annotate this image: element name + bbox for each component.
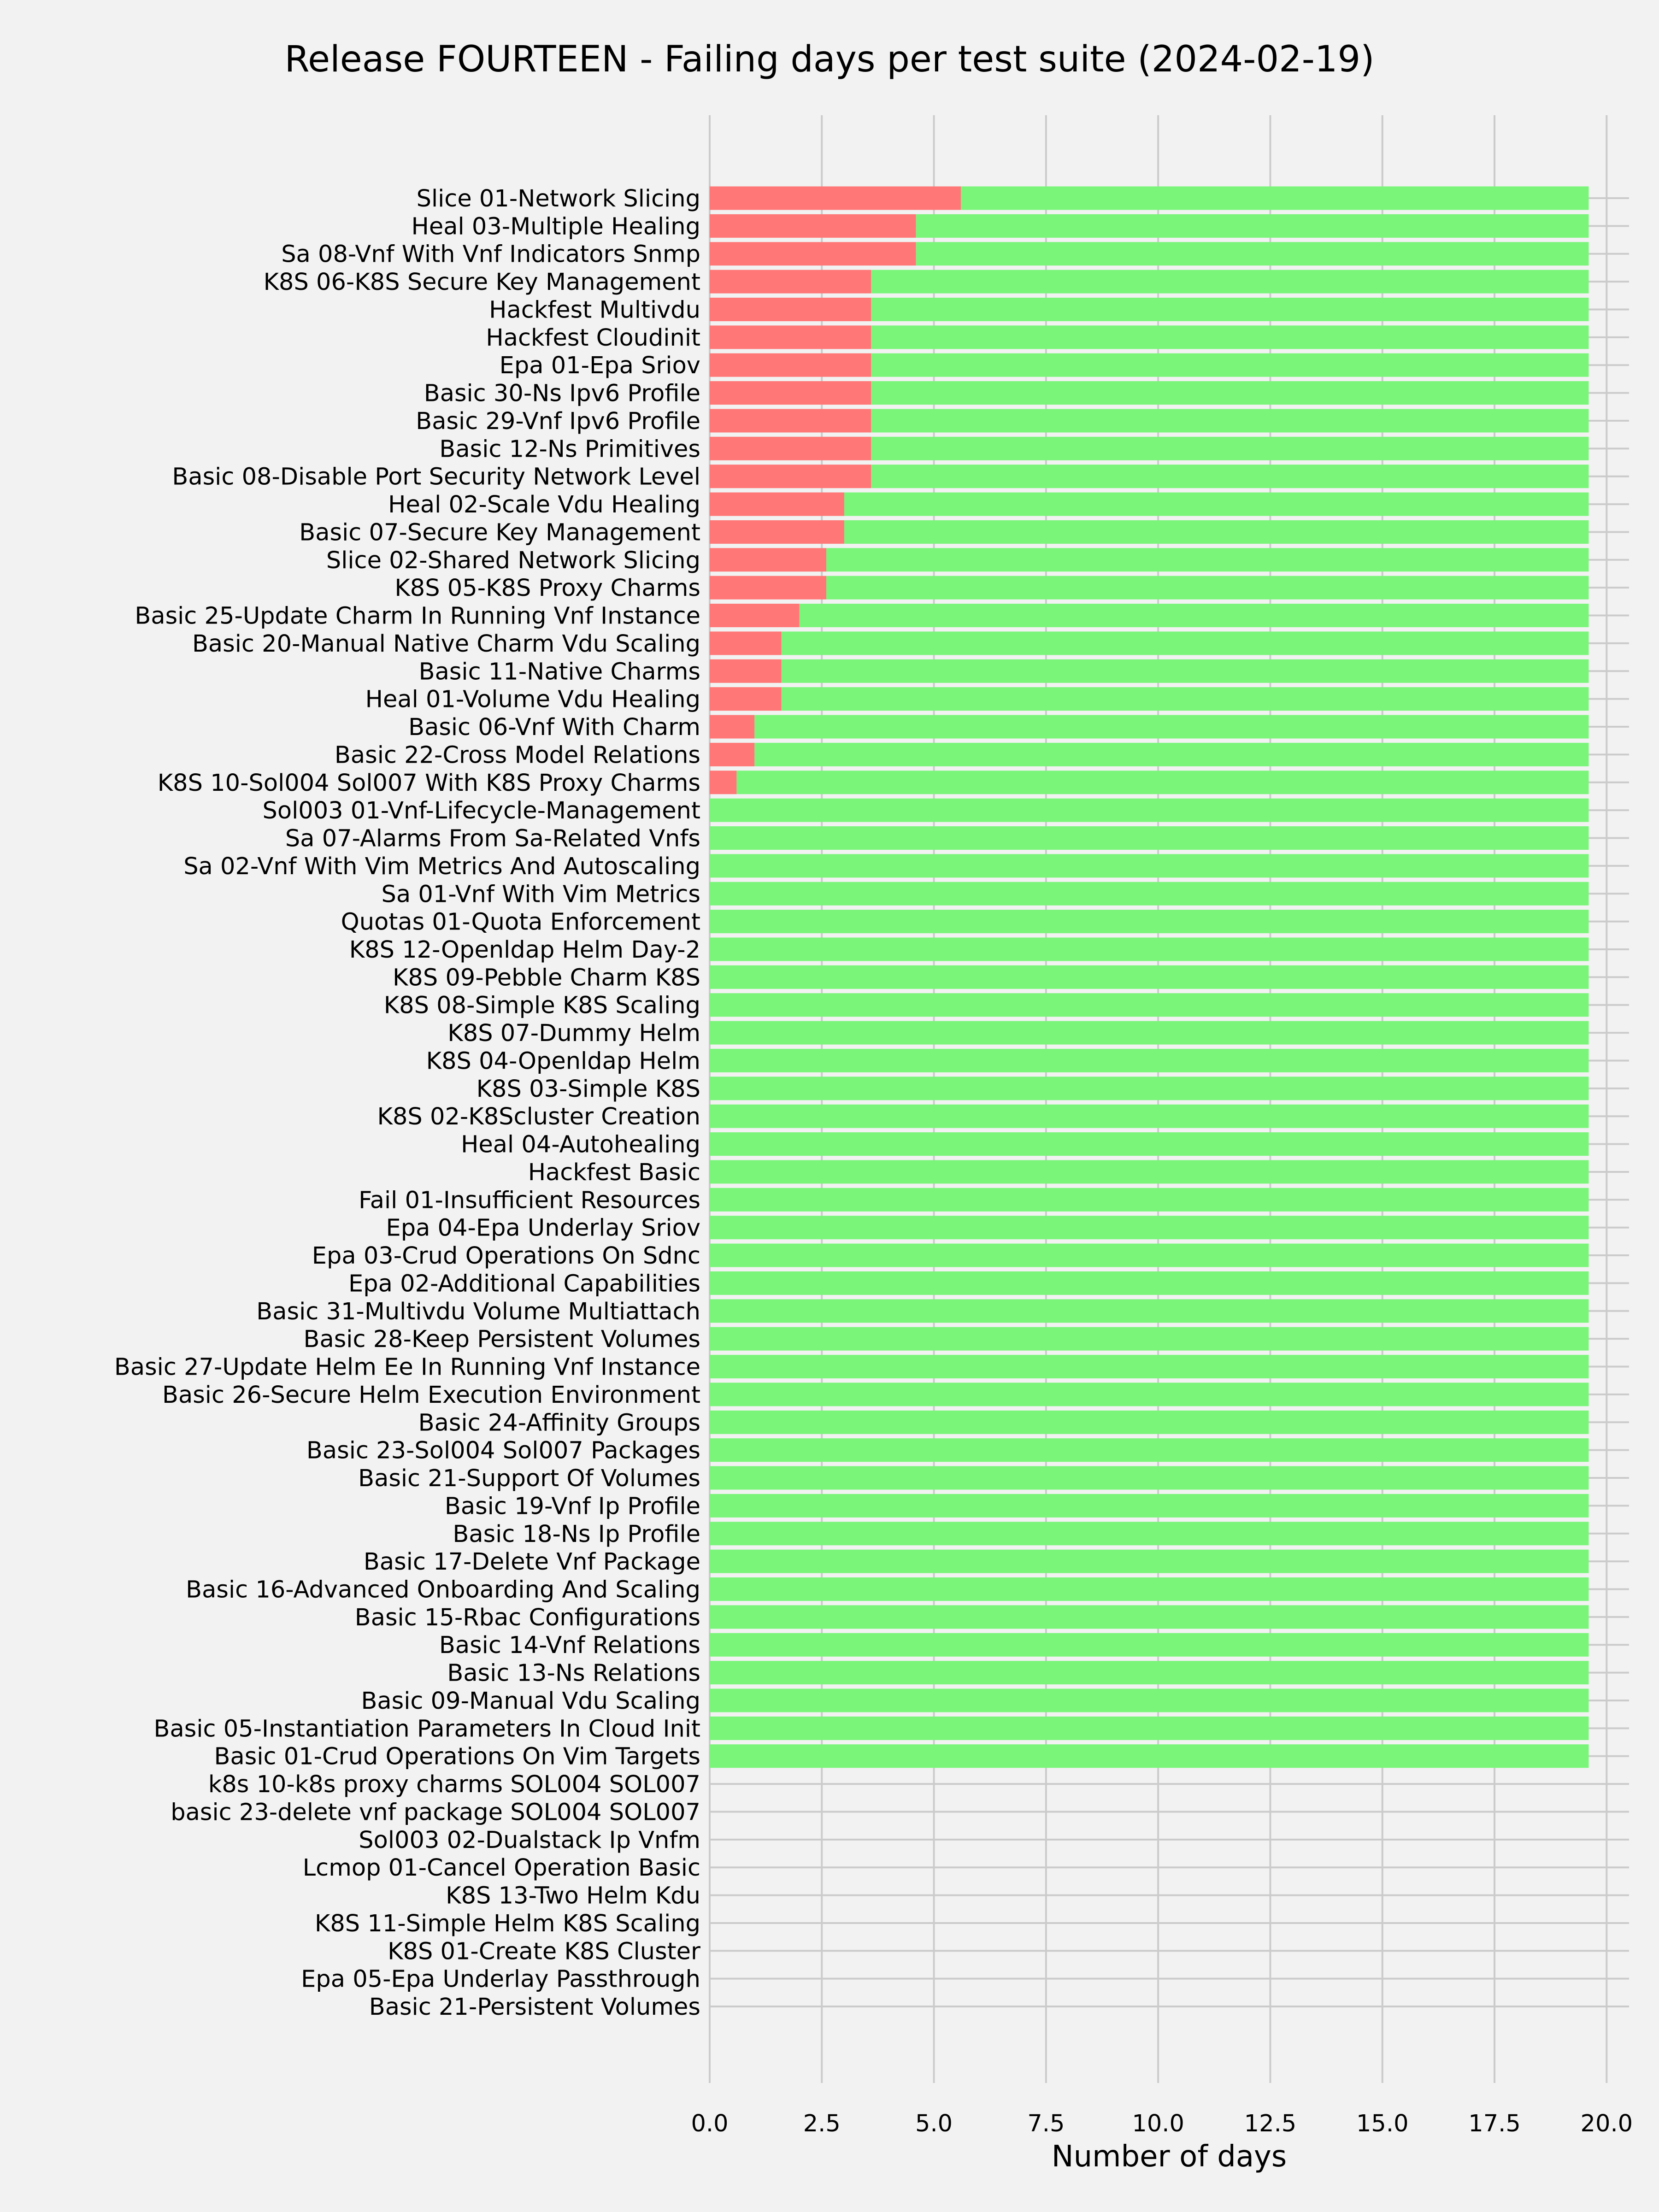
bar-passing-days — [871, 353, 1588, 377]
bar-failing-days — [710, 353, 871, 377]
bar-passing-days — [710, 1021, 1588, 1045]
category-label: K8S 01-Create K8S Cluster — [388, 1938, 700, 1965]
bar-passing-days — [826, 548, 1588, 571]
category-label: Basic 16-Advanced Onboarding And Scaling — [186, 1576, 700, 1604]
category-label: Heal 02-Scale Vdu Healing — [388, 491, 700, 519]
category-label: Slice 01-Network Slicing — [416, 185, 700, 212]
bar-passing-days — [710, 937, 1588, 961]
bar-passing-days — [710, 1188, 1588, 1212]
category-label: Basic 20-Manual Native Charm Vdu Scaling — [192, 630, 700, 658]
category-label: Epa 02-Additional Capabilities — [348, 1270, 700, 1298]
category-label: Basic 14-Vnf Relations — [439, 1632, 700, 1659]
category-label: Basic 15-Rbac Configurations — [354, 1604, 700, 1631]
bar-passing-days — [710, 1717, 1588, 1740]
category-label: Sol003 02-Dualstack Ip Vnfm — [359, 1826, 700, 1854]
bar-passing-days — [871, 409, 1588, 432]
bar-passing-days — [871, 437, 1588, 460]
category-label: Basic 23-Sol004 Sol007 Packages — [306, 1437, 700, 1465]
x-tick-label: 15.0 — [1356, 2110, 1409, 2137]
category-label: K8S 04-Openldap Helm — [426, 1047, 700, 1075]
bar-passing-days — [844, 520, 1588, 544]
category-label: K8S 06-K8S Secure Key Management — [263, 269, 700, 296]
category-label: Basic 27-Update Helm Ee In Running Vnf Instance — [114, 1353, 700, 1381]
bar-failing-days — [710, 381, 871, 405]
bar-passing-days — [871, 325, 1588, 349]
bar-passing-days — [710, 910, 1588, 933]
category-label: Basic 30-Ns Ipv6 Profile — [424, 380, 700, 407]
x-tick-label: 12.5 — [1244, 2110, 1297, 2137]
category-label: Heal 03-Multiple Healing — [411, 213, 700, 241]
category-label: Basic 07-Secure Key Management — [299, 519, 700, 547]
category-label: K8S 09-Pebble Charm K8S — [392, 964, 700, 992]
bar-passing-days — [710, 1049, 1588, 1072]
bar-failing-days — [710, 715, 754, 739]
category-label: Hackfest Basic — [528, 1159, 700, 1186]
category-label: Sol003 01-Vnf-Lifecycle-Management — [262, 797, 700, 825]
bar-failing-days — [710, 409, 871, 432]
bar-passing-days — [800, 604, 1589, 627]
category-label: Basic 17-Delete Vnf Package — [363, 1548, 700, 1576]
bar-passing-days — [710, 965, 1588, 989]
bar-passing-days — [710, 1411, 1588, 1434]
bar-passing-days — [710, 882, 1588, 906]
x-axis-label: Number of days — [1051, 2140, 1287, 2174]
category-label: Quotas 01-Quota Enforcement — [341, 908, 700, 936]
category-label: K8S 12-Openldap Helm Day-2 — [349, 936, 700, 964]
x-tick-label: 20.0 — [1580, 2110, 1633, 2137]
category-label: Basic 18-Ns Ip Profile — [453, 1520, 700, 1548]
category-label: Basic 21-Persistent Volumes — [369, 1994, 700, 2021]
bar-failing-days — [710, 214, 916, 238]
x-tick-label: 10.0 — [1132, 2110, 1184, 2137]
category-label: Basic 24-Affinity Groups — [418, 1409, 700, 1437]
x-tick-label: 17.5 — [1468, 2110, 1521, 2137]
category-label: K8S 05-K8S Proxy Charms — [394, 575, 700, 602]
bar-passing-days — [710, 1633, 1588, 1657]
bar-passing-days — [710, 1577, 1588, 1601]
bar-passing-days — [710, 1327, 1588, 1351]
category-label: Basic 26-Secure Helm Execution Environment — [162, 1381, 700, 1409]
category-label: Basic 31-Multivdu Volume Multiattach — [256, 1298, 700, 1325]
bar-failing-days — [710, 659, 782, 683]
category-label: K8S 10-Sol004 Sol007 With K8S Proxy Charms — [157, 769, 700, 797]
bar-failing-days — [710, 771, 736, 794]
bar-passing-days — [710, 1160, 1588, 1183]
bar-failing-days — [710, 465, 871, 488]
bar-passing-days — [710, 1132, 1588, 1156]
category-label: Basic 08-Disable Port Security Network Level — [172, 463, 700, 491]
category-label: Heal 01-Volume Vdu Healing — [365, 686, 700, 713]
category-label: K8S 03-Simple K8S — [476, 1075, 700, 1103]
bar-failing-days — [710, 187, 961, 210]
category-label: Basic 05-Instantiation Parameters In Cloud Init — [153, 1715, 700, 1743]
category-label: Sa 07-Alarms From Sa-Related Vnfs — [285, 825, 700, 853]
bar-passing-days — [710, 1271, 1588, 1295]
category-label: basic 23-delete vnf package SOL004 SOL007 — [171, 1799, 700, 1826]
bar-passing-days — [710, 1494, 1588, 1518]
category-label: Basic 25-Update Charm In Running Vnf Instance — [135, 602, 700, 630]
bar-passing-days — [710, 1661, 1588, 1684]
category-label: Basic 29-Vnf Ipv6 Profile — [416, 407, 700, 435]
bar-passing-days — [710, 1355, 1588, 1378]
category-label: K8S 07-Dummy Helm — [447, 1020, 700, 1047]
category-label: Hackfest Cloudinit — [486, 324, 700, 352]
bar-passing-days — [916, 242, 1589, 265]
category-label: Basic 06-Vnf With Charm — [408, 714, 700, 741]
bar-passing-days — [710, 1382, 1588, 1406]
bar-passing-days — [844, 493, 1588, 516]
category-label: Hackfest Multivdu — [489, 296, 700, 324]
bar-passing-days — [782, 631, 1589, 655]
category-label: Epa 05-Epa Underlay Passthrough — [301, 1965, 700, 1993]
x-tick-label: 2.5 — [803, 2110, 841, 2137]
category-label: Epa 01-Epa Sriov — [499, 352, 700, 380]
bar-passing-days — [826, 576, 1588, 600]
category-label: Basic 12-Ns Primitives — [439, 435, 700, 463]
bar-failing-days — [710, 298, 871, 321]
bar-passing-days — [871, 381, 1588, 405]
category-label: Basic 22-Cross Model Relations — [334, 741, 700, 769]
category-label: Basic 11-Native Charms — [418, 658, 700, 686]
bar-passing-days — [710, 1466, 1588, 1490]
bar-failing-days — [710, 325, 871, 349]
bar-passing-days — [710, 1216, 1588, 1239]
bar-passing-days — [710, 1299, 1588, 1323]
bar-passing-days — [961, 187, 1588, 210]
bar-passing-days — [782, 687, 1589, 711]
bar-passing-days — [871, 270, 1588, 294]
bar-passing-days — [710, 1438, 1588, 1462]
bar-passing-days — [710, 826, 1588, 850]
category-label: K8S 11-Simple Helm K8S Scaling — [314, 1910, 700, 1937]
category-label: Slice 02-Shared Network Slicing — [326, 547, 700, 574]
bars-layer — [710, 187, 1588, 1768]
bar-passing-days — [754, 715, 1588, 739]
bar-failing-days — [710, 520, 844, 544]
category-label: Basic 28-Keep Persistent Volumes — [303, 1326, 700, 1353]
bar-failing-days — [710, 242, 916, 265]
bar-failing-days — [710, 548, 826, 571]
bar-passing-days — [710, 854, 1588, 877]
bar-passing-days — [710, 1688, 1588, 1712]
category-label: Basic 19-Vnf Ip Profile — [444, 1493, 700, 1520]
x-tick-label: 0.0 — [691, 2110, 729, 2137]
bar-failing-days — [710, 437, 871, 460]
category-label: Heal 04-Autohealing — [461, 1131, 700, 1159]
x-tick-label: 5.0 — [915, 2110, 953, 2137]
bar-passing-days — [871, 465, 1588, 488]
chart-title: Release FOURTEEN - Failing days per test suite (2024-02-19) — [284, 39, 1375, 80]
bar-failing-days — [710, 493, 844, 516]
bar-passing-days — [710, 993, 1588, 1017]
category-labels — [114, 185, 700, 2021]
category-label: K8S 02-K8Scluster Creation — [377, 1103, 700, 1131]
bar-passing-days — [710, 799, 1588, 822]
bar-passing-days — [710, 1550, 1588, 1573]
bar-failing-days — [710, 270, 871, 294]
bar-passing-days — [710, 1077, 1588, 1100]
category-label: Lcmop 01-Cancel Operation Basic — [302, 1854, 700, 1882]
bar-failing-days — [710, 631, 782, 655]
category-label: Basic 01-Crud Operations On Vim Targets — [214, 1743, 700, 1771]
bar-passing-days — [736, 771, 1588, 794]
category-label: K8S 08-Simple K8S Scaling — [383, 992, 700, 1019]
category-label: Basic 21-Support Of Volumes — [358, 1465, 700, 1493]
bar-failing-days — [710, 743, 754, 766]
bar-passing-days — [754, 743, 1588, 766]
category-label: Sa 02-Vnf With Vim Metrics And Autoscaling — [183, 853, 700, 880]
bar-passing-days — [782, 659, 1589, 683]
category-label: Epa 04-Epa Underlay Sriov — [386, 1214, 700, 1242]
x-axis-ticks — [691, 2110, 1633, 2137]
bar-passing-days — [916, 214, 1589, 238]
x-tick-label: 7.5 — [1027, 2110, 1065, 2137]
category-label: Basic 13-Ns Relations — [447, 1659, 700, 1687]
category-label: Sa 01-Vnf With Vim Metrics — [381, 881, 700, 908]
bar-passing-days — [871, 298, 1588, 321]
bar-passing-days — [710, 1744, 1588, 1768]
bar-passing-days — [710, 1244, 1588, 1267]
category-label: Epa 03-Crud Operations On Sdnc — [312, 1242, 700, 1270]
category-label: Sa 08-Vnf With Vnf Indicators Snmp — [281, 241, 700, 268]
bar-passing-days — [710, 1605, 1588, 1629]
category-label: K8S 13-Two Helm Kdu — [446, 1882, 700, 1910]
bar-failing-days — [710, 576, 826, 600]
bar-failing-days — [710, 687, 782, 711]
bar-passing-days — [710, 1105, 1588, 1128]
bar-failing-days — [710, 604, 800, 627]
category-label: Fail 01-Insufficient Resources — [359, 1187, 700, 1214]
bar-passing-days — [710, 1522, 1588, 1545]
category-label: Basic 09-Manual Vdu Scaling — [361, 1687, 700, 1715]
category-label: k8s 10-k8s proxy charms SOL004 SOL007 — [208, 1771, 700, 1799]
